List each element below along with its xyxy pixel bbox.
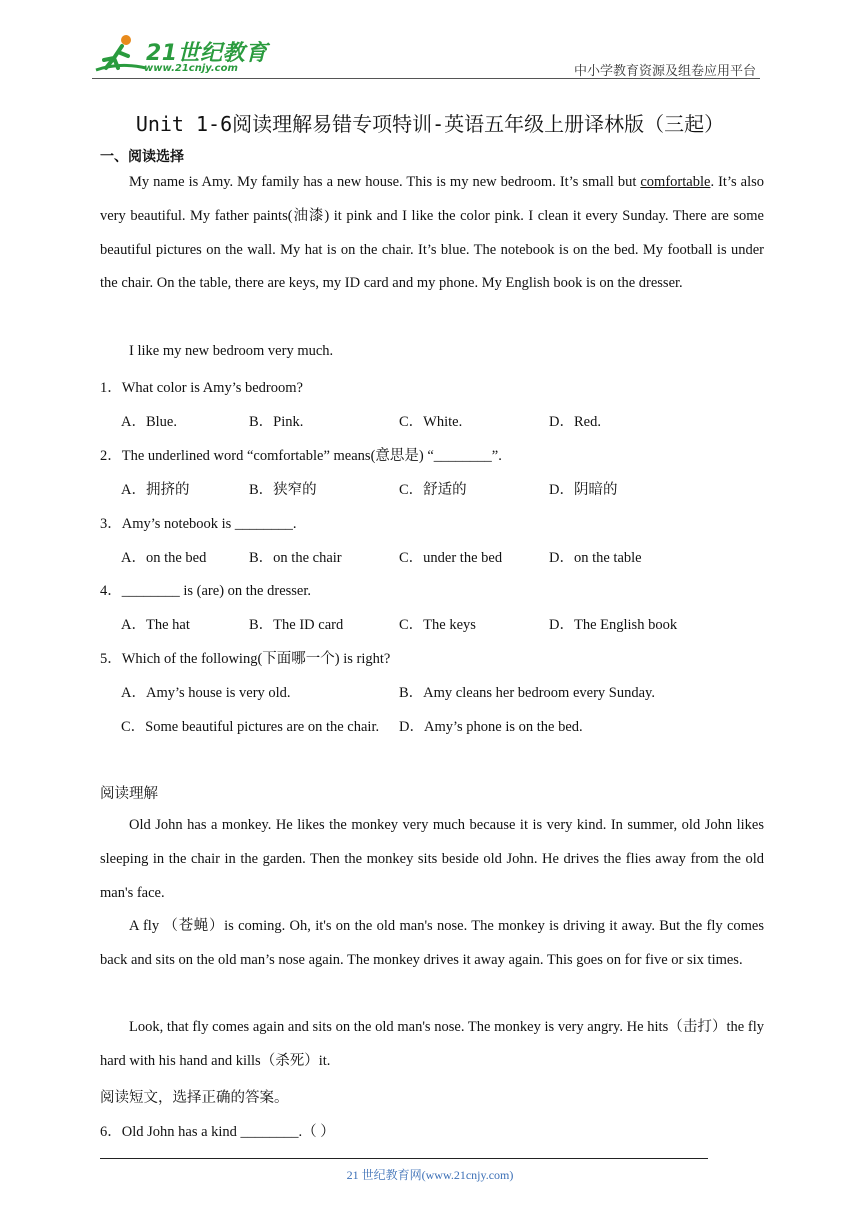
footer-divider xyxy=(100,1158,708,1159)
q2-option-c: C．舒适的 xyxy=(399,482,467,498)
passage2-paragraph3: Look, that fly comes again and sits on the old man's nose. The monkey is very angry. He hits（击打）the fly hard with his hand and kills（杀死）it. xyxy=(100,1019,764,1069)
q5-option-b: B．Amy cleans her bedroom every Sunday. xyxy=(399,685,655,701)
section-heading-reading-comprehension: 阅读理解 xyxy=(100,786,158,802)
passage1-text-b: . It’s also very beautiful. My father paints(油漆) it pink and I like the color pink. I clean it every Sunday. There are some beautiful pictures on the wall. My hat is on the chair. It’s blue. The notebook is on the bed. My football is under the chair. On the table, there are keys, my ID card and my phone. My English book is on the dresser. xyxy=(100,174,764,292)
question-4: 4．________ is (are) on the dresser. xyxy=(100,583,312,599)
q1-option-c: C．White. xyxy=(399,414,463,430)
underlined-word: comfortable xyxy=(640,174,711,190)
site-tagline: 中小学教育资源及组卷应用平台 xyxy=(573,63,756,78)
q1-option-b: B．Pink. xyxy=(249,414,304,430)
q4-option-b: B．The ID card xyxy=(249,617,344,633)
footer-text: 21 世纪教育网(www.21cnjy.com) xyxy=(346,1168,514,1182)
q3-option-b: B．on the chair xyxy=(249,550,342,566)
q5-option-d: D．Amy’s phone is on the bed. xyxy=(399,719,583,735)
question-5: 5．Which of the following(下面哪一个) is right? xyxy=(100,651,391,667)
q1-option-d: D．Red. xyxy=(549,414,601,430)
q3-option-a: A．on the bed xyxy=(121,550,207,566)
passage1-text-a: My name is Amy. My family has a new house. This is my new bedroom. It’s small but xyxy=(129,174,641,190)
passage2-paragraph2: A fly （苍蝇）is coming. Oh, it's on the old man's nose. The monkey is driving it away. But the fly comes back and sits on the old man’s nose again. The monkey drives it away again. This goes on for five or six times. xyxy=(100,918,764,968)
q1-option-a: A．Blue. xyxy=(121,414,177,430)
q5-option-a: A．Amy’s house is very old. xyxy=(121,685,291,701)
q4-option-d: D．The English book xyxy=(549,617,678,633)
q2-option-a: A．拥挤的 xyxy=(121,482,190,498)
question-2: 2．The underlined word “comfortable” means(意思是) “________”. xyxy=(100,448,502,464)
document-title: Unit 1-6阅读理解易错专项特训-英语五年级上册译林版（三起） xyxy=(135,112,725,136)
q2-option-d: D．阴暗的 xyxy=(549,482,618,498)
passage2-paragraph1: Old John has a monkey. He likes the monkey very much because it is very kind. In summer, old John likes sleeping in the chair in the garden. Then the monkey sits beside old John. He drives the flies away from the old man's face. xyxy=(100,817,764,901)
question-6: 6．Old John has a kind ________.（ ） xyxy=(100,1124,335,1140)
question-3: 3．Amy’s notebook is ________. xyxy=(100,516,297,532)
passage1-paragraph2: I like my new bedroom very much. xyxy=(129,343,334,359)
q2-option-b: B．狭窄的 xyxy=(249,482,317,498)
q5-option-c: C．Some beautiful pictures are on the chair. xyxy=(121,719,380,735)
q3-option-d: D．on the table xyxy=(549,550,642,566)
section-heading-reading-choice: 一、阅读选择 xyxy=(100,149,184,165)
q4-option-c: C．The keys xyxy=(399,617,476,633)
passage1-paragraph1 xyxy=(100,166,764,301)
header-divider xyxy=(92,78,760,79)
runner-logo-icon xyxy=(92,32,148,78)
logo-text: 21世纪教育 xyxy=(146,41,268,66)
q3-option-c: C．under the bed xyxy=(399,550,503,566)
instruction-text: 阅读短文，选择正确的答案。 xyxy=(100,1090,289,1106)
logo-url: www.21cnjy.com xyxy=(144,63,238,74)
q4-option-a: A．The hat xyxy=(121,617,190,633)
question-1: 1．What color is Amy’s bedroom? xyxy=(100,380,303,396)
